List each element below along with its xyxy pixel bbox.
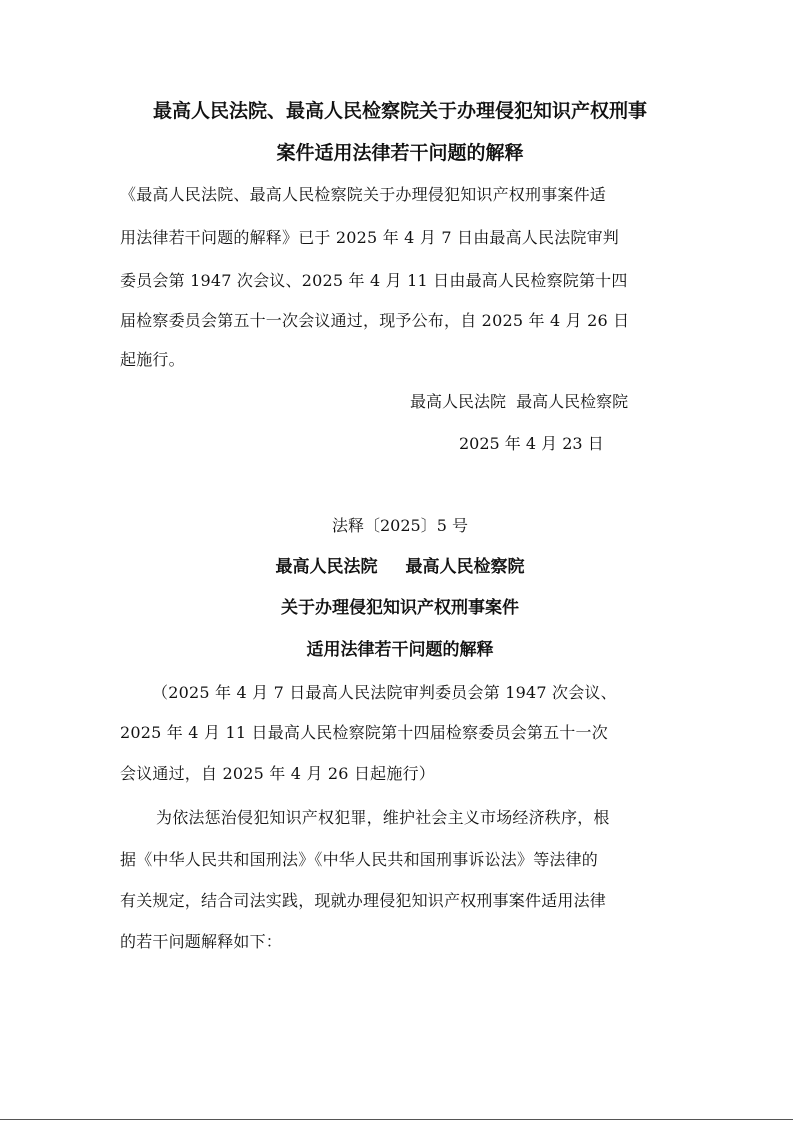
announcement-line-5: 起施行。 (120, 350, 185, 369)
preamble-line-1: 为依法惩治侵犯知识产权犯罪，维护社会主义市场经济秩序，根 (156, 808, 610, 827)
announcement-signers: 最高人民法院 最高人民检察院 (410, 392, 629, 411)
issuer-court: 最高人民法院 (275, 557, 378, 577)
preamble-line-3: 有关规定，结合司法实践，现就办理侵犯知识产权刑事案件适用法律 (120, 891, 607, 910)
interpretation-title-line-2: 关于办理侵犯知识产权刑事案件 (281, 598, 519, 618)
announcement-line-3: 委员会第 1947 次会议、2025 年 4 月 11 日由最高人民检察院第十四 (120, 271, 628, 290)
adoption-note-line-2: 2025 年 4 月 11 日最高人民检察院第十四届检察委员会第五十一次 (120, 723, 608, 742)
issuer-procuratorate: 最高人民检察院 (405, 557, 525, 577)
adoption-note-line-3: 会议通过，自 2025 年 4 月 26 日起施行） (120, 764, 435, 783)
preamble-line-4: 的若干问题解释如下： (120, 932, 283, 951)
interpretation-title-line-3: 适用法律若干问题的解释 (306, 640, 494, 660)
announcement-line-4: 届检察委员会第五十一次会议通过，现予公布，自 2025 年 4 月 26 日 (120, 311, 630, 330)
page-bottom-rule (0, 1119, 793, 1120)
announcement-line-1: 《最高人民法院、最高人民检察院关于办理侵犯知识产权刑事案件适 (120, 185, 607, 204)
announcement-line-2: 用法律若干问题的解释》已于 2025 年 4 月 7 日由最高人民法院审判 (120, 228, 619, 247)
announcement-date: 2025 年 4 月 23 日 (459, 434, 604, 453)
document-number: 法释〔2025〕5 号 (332, 516, 468, 535)
document-title-line-2: 案件适用法律若干问题的解释 (276, 142, 524, 164)
document-title-line-1: 最高人民法院、最高人民检察院关于办理侵犯知识产权刑事 (152, 100, 647, 122)
preamble-line-2: 据《中华人民共和国刑法》《中华人民共和国刑事诉讼法》等法律的 (120, 850, 599, 869)
adoption-note-line-1: （2025 年 4 月 7 日最高人民法院审判委员会第 1947 次会议、 (152, 683, 617, 702)
interpretation-title-line-1 (100, 559, 700, 576)
